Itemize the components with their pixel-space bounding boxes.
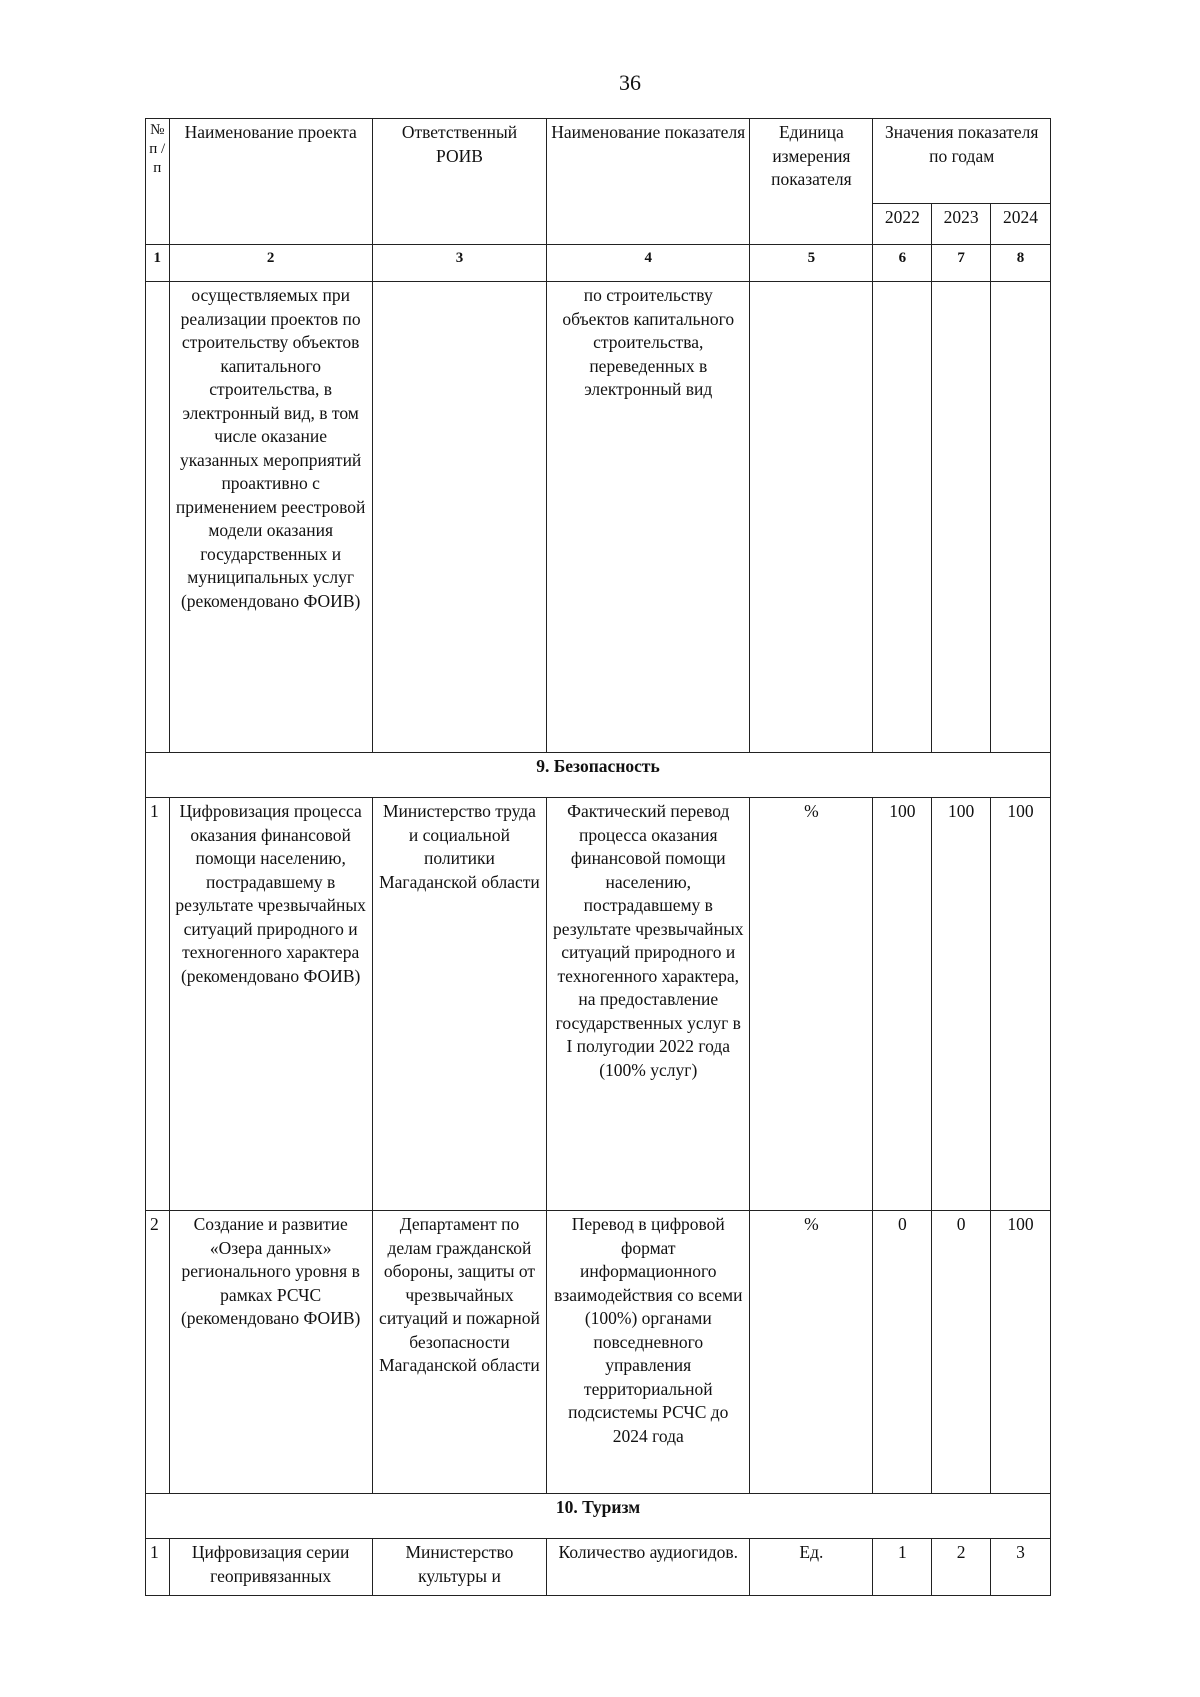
row-responsible-roiv [372, 282, 546, 753]
row-number: 1 [146, 798, 170, 1211]
section-title-tourism: 10. Туризм [146, 1494, 1051, 1539]
row-indicator-name: Перевод в цифровой формат информационного взаимодействия со всеми (100%) органами повседневного управления территориальной подсистемы РСЧС до 2024 года [547, 1211, 750, 1494]
row-number: 2 [146, 1211, 170, 1494]
row-value-2023 [932, 282, 991, 753]
row-value-2024 [991, 282, 1051, 753]
column-numbers-row [146, 245, 1051, 282]
row-project-name: Цифровизация серии геопривязанных [169, 1539, 372, 1596]
column-number-2: 2 [169, 245, 372, 282]
header-project-name: Наименование проекта [169, 119, 372, 245]
indicators-table [145, 118, 1051, 1596]
table-row [146, 282, 1051, 753]
row-unit: % [750, 1211, 873, 1494]
header-values-by-year: Значения показателя по годам [873, 119, 1051, 204]
section-heading-row [146, 753, 1051, 798]
row-value-2023: 100 [932, 798, 991, 1211]
column-number-6: 6 [873, 245, 932, 282]
row-responsible-roiv: Министерство культуры и [372, 1539, 546, 1596]
row-indicator-name: Фактический перевод процесса оказания финансовой помощи населению, пострадавшему в результате чрезвычайных ситуаций природного и техногенного характера, на предоставление государственных услуг в I полугодии 2022 года (100% услуг) [547, 798, 750, 1211]
row-value-2022: 1 [873, 1539, 932, 1596]
column-number-7: 7 [932, 245, 991, 282]
header-number: № п / п [146, 119, 170, 245]
row-value-2024: 100 [991, 798, 1051, 1211]
row-responsible-roiv: Министерство труда и социальной политики Магаданской области [372, 798, 546, 1211]
row-value-2024: 100 [991, 1211, 1051, 1494]
row-value-2022: 0 [873, 1211, 932, 1494]
row-value-2023: 0 [932, 1211, 991, 1494]
table-row [146, 1211, 1051, 1494]
page-number: 36 [619, 70, 641, 95]
header-unit: Единица измерения показателя [750, 119, 873, 245]
row-project-name: Создание и развитие «Озера данных» регионального уровня в рамках РСЧС (рекомендовано ФОИВ) [169, 1211, 372, 1494]
section-heading-row [146, 1494, 1051, 1539]
row-value-2024: 3 [991, 1539, 1051, 1596]
table-row [146, 1539, 1051, 1596]
row-value-2022: 100 [873, 798, 932, 1211]
table-row [146, 798, 1051, 1211]
row-unit [750, 282, 873, 753]
section-title-security: 9. Безопасность [146, 753, 1051, 798]
row-number [146, 282, 170, 753]
row-value-2023: 2 [932, 1539, 991, 1596]
row-unit: % [750, 798, 873, 1211]
column-number-5: 5 [750, 245, 873, 282]
column-number-4: 4 [547, 245, 750, 282]
column-number-8: 8 [991, 245, 1051, 282]
row-number: 1 [146, 1539, 170, 1596]
header-row [146, 119, 1051, 204]
row-indicator-name: Количество аудиогидов. [547, 1539, 750, 1596]
header-year-2024: 2024 [991, 204, 1051, 245]
row-responsible-roiv: Департамент по делам гражданской обороны, защиты от чрезвычайных ситуаций и пожарной безопасности Магаданской области [372, 1211, 546, 1494]
row-project-name: осуществляемых при реализации проектов по строительству объектов капитального строительства, в электронный вид, в том числе оказание указанных мероприятий проактивно с применением реестровой модели оказания государственных и муниципальных услуг (рекомендовано ФОИВ) [169, 282, 372, 753]
header-indicator-name: Наименование показателя [547, 119, 750, 245]
row-value-2022 [873, 282, 932, 753]
row-unit: Ед. [750, 1539, 873, 1596]
header-year-2023: 2023 [932, 204, 991, 245]
row-project-name: Цифровизация процесса оказания финансовой помощи населению, пострадавшему в результате чрезвычайных ситуаций природного и техногенного характера (рекомендовано ФОИВ) [169, 798, 372, 1211]
header-year-2022: 2022 [873, 204, 932, 245]
header-responsible-roiv: Ответственный РОИВ [372, 119, 546, 245]
column-number-3: 3 [372, 245, 546, 282]
column-number-1: 1 [146, 245, 170, 282]
row-indicator-name: по строительству объектов капитального строительства, переведенных в электронный вид [547, 282, 750, 753]
